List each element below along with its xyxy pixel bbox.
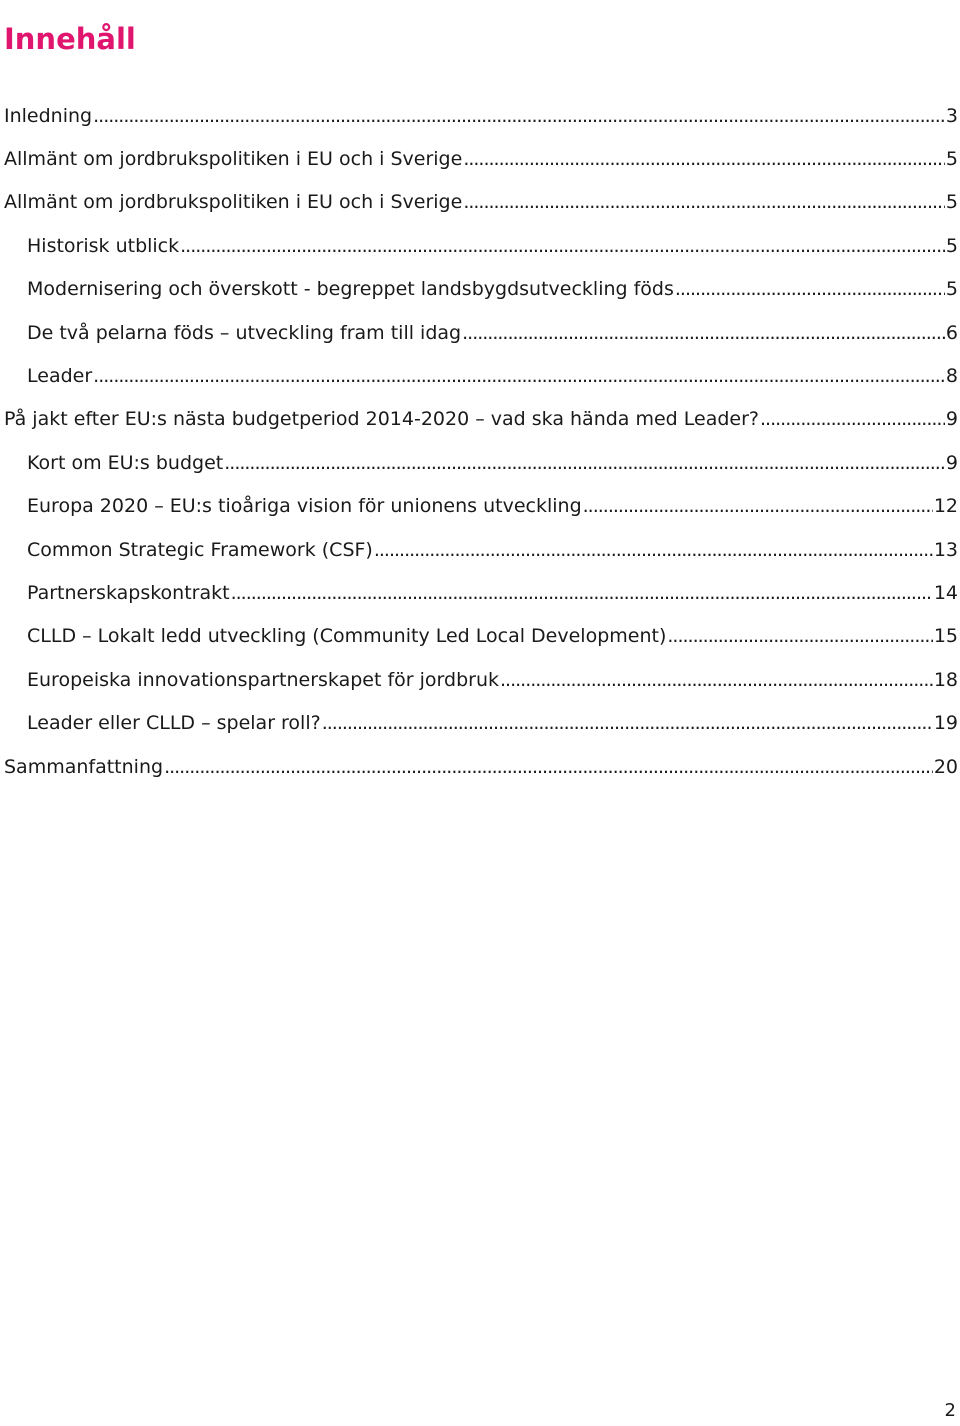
toc-entry-text: Leader bbox=[27, 365, 93, 388]
toc-entry[interactable] bbox=[0, 615, 960, 658]
toc-page-number: 5 bbox=[945, 278, 958, 301]
toc-page-number: 14 bbox=[933, 581, 958, 604]
toc-entry-text: På jakt efter EU:s nästa budgetperiod 2014-2020 – vad ska hända med Leader? bbox=[4, 408, 760, 431]
toc-dot-leader bbox=[164, 756, 933, 778]
toc-page-number: 9 bbox=[945, 408, 958, 431]
toc-dot-leader bbox=[462, 322, 945, 344]
toc-entry-text: Common Strategic Framework (CSF) bbox=[27, 538, 373, 561]
toc-page-number: 3 bbox=[945, 104, 958, 127]
toc-page-number: 15 bbox=[933, 625, 958, 648]
toc-dot-leader bbox=[224, 452, 945, 474]
toc-entry[interactable] bbox=[0, 485, 960, 528]
toc-entry[interactable] bbox=[0, 398, 960, 441]
toc-entry[interactable] bbox=[0, 441, 960, 484]
toc-page-number: 5 bbox=[945, 191, 958, 214]
toc-page-number: 19 bbox=[933, 712, 958, 735]
toc-page-number: 8 bbox=[945, 365, 958, 388]
toc-entry[interactable] bbox=[0, 181, 960, 224]
toc-dot-leader bbox=[374, 539, 933, 561]
toc-entry[interactable] bbox=[0, 137, 960, 180]
toc-page-number: 12 bbox=[933, 495, 958, 518]
toc-page-number: 18 bbox=[933, 668, 958, 691]
toc-entry[interactable] bbox=[0, 528, 960, 571]
toc-entry-text: Europa 2020 – EU:s tioåriga vision för unionens utveckling bbox=[27, 495, 582, 518]
toc-entry[interactable] bbox=[0, 268, 960, 311]
toc-entry[interactable] bbox=[0, 658, 960, 701]
page-title: Innehåll bbox=[4, 22, 136, 57]
toc-dot-leader bbox=[583, 495, 933, 517]
toc-dot-leader bbox=[675, 278, 945, 300]
toc-page-number: 9 bbox=[945, 451, 958, 474]
toc-dot-leader bbox=[180, 235, 945, 257]
toc-dot-leader bbox=[231, 582, 933, 604]
toc-dot-leader bbox=[322, 712, 933, 734]
toc-entry[interactable] bbox=[0, 224, 960, 267]
toc-dot-leader bbox=[463, 191, 945, 213]
toc-entry[interactable] bbox=[0, 745, 960, 788]
toc-entry-text: Europeiska innovationspartnerskapet för jordbruk bbox=[27, 668, 499, 691]
toc-page-number: 13 bbox=[933, 538, 958, 561]
page-number: 2 bbox=[944, 1400, 956, 1421]
toc-page-number: 5 bbox=[945, 148, 958, 171]
toc-page-number: 20 bbox=[933, 755, 958, 778]
toc-entry-text: Kort om EU:s budget bbox=[27, 451, 224, 474]
toc-entry[interactable] bbox=[0, 311, 960, 354]
toc-entry-text: Historisk utblick bbox=[27, 234, 180, 257]
toc-dot-leader bbox=[500, 669, 933, 691]
toc-entry[interactable] bbox=[0, 571, 960, 614]
toc-entry-text: Modernisering och överskott - begreppet landsbygdsutveckling föds bbox=[27, 278, 674, 301]
toc-entry[interactable] bbox=[0, 94, 960, 137]
toc-entry-text: Allmänt om jordbrukspolitiken i EU och i Sverige bbox=[4, 191, 463, 214]
toc-entry-text: CLLD – Lokalt ledd utveckling (Community Led Local Development) bbox=[27, 625, 667, 648]
table-of-contents bbox=[0, 94, 960, 788]
toc-dot-leader bbox=[760, 408, 945, 430]
toc-entry[interactable] bbox=[0, 701, 960, 744]
toc-dot-leader bbox=[93, 105, 945, 127]
toc-entry-text: Allmänt om jordbrukspolitiken i EU och i Sverige bbox=[4, 148, 463, 171]
toc-entry-text: Partnerskapskontrakt bbox=[27, 581, 230, 604]
toc-entry-text: Inledning bbox=[4, 104, 93, 127]
toc-entry-text: Sammanfattning bbox=[4, 755, 164, 778]
toc-entry[interactable] bbox=[0, 354, 960, 397]
toc-entry-text: De två pelarna föds – utveckling fram till idag bbox=[27, 321, 462, 344]
toc-entry-text: Leader eller CLLD – spelar roll? bbox=[27, 712, 321, 735]
toc-dot-leader bbox=[93, 365, 945, 387]
toc-page-number: 5 bbox=[945, 234, 958, 257]
toc-page-number: 6 bbox=[945, 321, 958, 344]
toc-dot-leader bbox=[667, 625, 932, 647]
toc-dot-leader bbox=[463, 148, 945, 170]
